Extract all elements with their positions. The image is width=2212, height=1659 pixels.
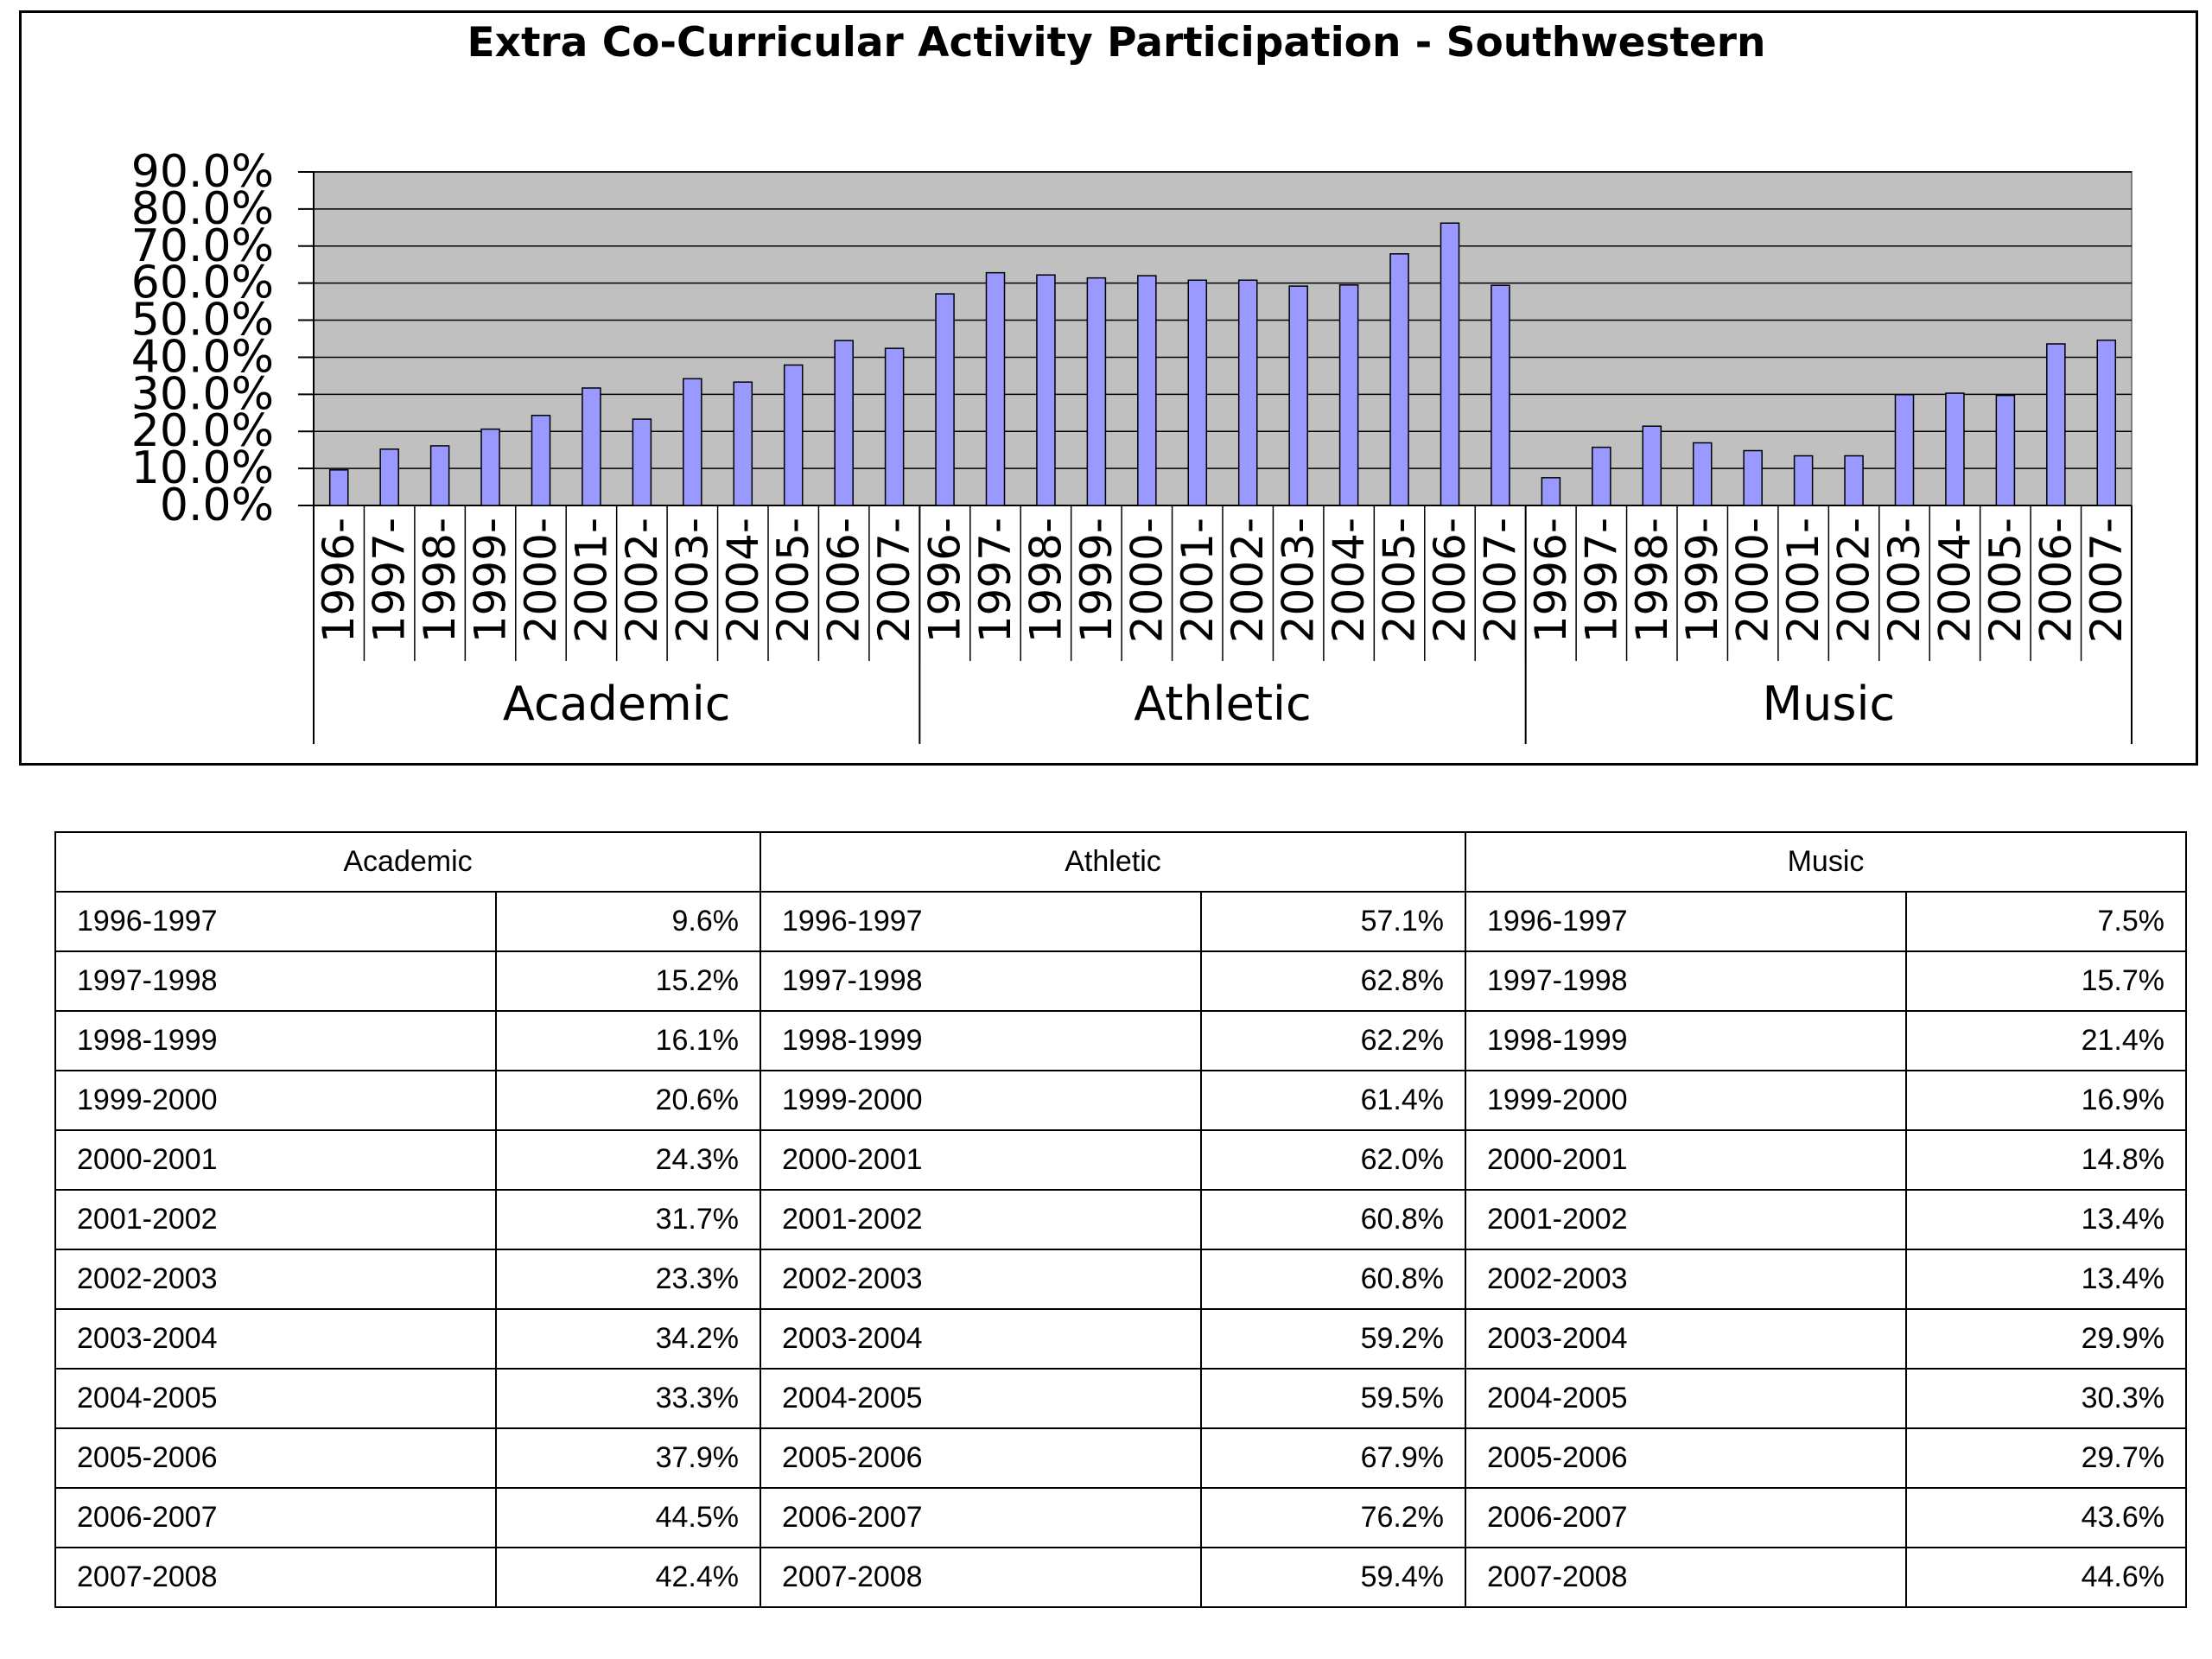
- x-tick-label: 1997-: [1576, 518, 1627, 644]
- table-cell-music-value: 7.5%: [1906, 892, 2186, 951]
- table-cell-academic-year: 2002-2003: [55, 1249, 496, 1309]
- x-tick-label: 1997-: [364, 518, 415, 644]
- bar-academic: [785, 365, 803, 505]
- x-tick-label: 2004-: [1929, 518, 1980, 644]
- bar-music: [1744, 451, 1762, 505]
- table-cell-music-year: 2000-2001: [1465, 1130, 1906, 1190]
- bar-athletic: [986, 273, 1004, 505]
- table-row: [55, 1428, 2186, 1488]
- table-cell-music-value: 44.6%: [1906, 1548, 2186, 1607]
- x-tick-label: 1996-: [919, 518, 970, 644]
- table-body: [55, 892, 2186, 1607]
- table-cell-athletic-year: 1999-2000: [760, 1071, 1201, 1130]
- table-cell-athletic-value: 76.2%: [1201, 1488, 1465, 1548]
- bar-academic: [835, 340, 853, 505]
- bar-music: [1795, 456, 1813, 505]
- x-tick-label: 2000-: [516, 518, 566, 644]
- table-cell-athletic-year: 2007-2008: [760, 1548, 1201, 1607]
- x-tick-label: 1999-: [1071, 518, 1122, 644]
- table-cell-music-value: 13.4%: [1906, 1190, 2186, 1249]
- bar-athletic: [1087, 278, 1105, 505]
- x-tick-label: 2000-: [1122, 518, 1173, 644]
- x-tick-label: 2005-: [1374, 518, 1425, 644]
- x-tick-label: 2007-: [1475, 518, 1526, 644]
- bar-music: [1996, 396, 2014, 505]
- table-cell-music-value: 29.7%: [1906, 1428, 2186, 1488]
- table-cell-academic-value: 42.4%: [496, 1548, 760, 1607]
- x-tick-label: 1999-: [465, 518, 516, 644]
- table-cell-music-year: 2007-2008: [1465, 1548, 1906, 1607]
- x-tick-label: 2001-: [1172, 518, 1223, 644]
- table-cell-athletic-year: 2001-2002: [760, 1190, 1201, 1249]
- table-cell-athletic-value: 59.5%: [1201, 1369, 1465, 1428]
- table-cell-academic-value: 16.1%: [496, 1011, 760, 1071]
- table-cell-academic-year: 2004-2005: [55, 1369, 496, 1428]
- table-row: [55, 1130, 2186, 1190]
- table-cell-academic-value: 9.6%: [496, 892, 760, 951]
- x-tick-label: 2000-: [1727, 517, 1778, 644]
- table-cell-athletic-value: 60.8%: [1201, 1249, 1465, 1309]
- bar-athletic: [1037, 275, 1055, 505]
- x-tick-label: 2002-: [1828, 518, 1879, 644]
- table-cell-music-year: 2005-2006: [1465, 1428, 1906, 1488]
- table-cell-music-year: 2003-2004: [1465, 1309, 1906, 1369]
- table-cell-music-year: 1997-1998: [1465, 951, 1906, 1011]
- table-cell-athletic-year: 2002-2003: [760, 1249, 1201, 1309]
- bar-academic: [330, 470, 348, 505]
- x-tick-label: 1998-: [1020, 518, 1071, 644]
- table-cell-academic-year: 1997-1998: [55, 951, 496, 1011]
- x-tick-label: 1997-: [970, 518, 1020, 644]
- table-cell-academic-year: 1999-2000: [55, 1071, 496, 1130]
- bar-music: [1946, 393, 1964, 505]
- bar-academic: [886, 348, 904, 505]
- y-tick-label: 0.0%: [159, 480, 274, 531]
- x-tick-label: 2003-: [1879, 518, 1929, 644]
- bar-athletic: [936, 294, 954, 505]
- table-cell-academic-year: 2007-2008: [55, 1548, 496, 1607]
- table-cell-music-value: 29.9%: [1906, 1309, 2186, 1369]
- table-cell-athletic-value: 61.4%: [1201, 1071, 1465, 1130]
- bar-chart: [22, 13, 2196, 763]
- x-tick-label: 2005-: [768, 517, 819, 644]
- bar-athletic: [1390, 254, 1408, 505]
- table-cell-athletic-value: 59.4%: [1201, 1548, 1465, 1607]
- bar-athletic: [1340, 285, 1358, 505]
- table-row: [55, 892, 2186, 951]
- table-cell-music-value: 15.7%: [1906, 951, 2186, 1011]
- bar-music: [1541, 478, 1560, 505]
- table-cell-music-year: 1998-1999: [1465, 1011, 1906, 1071]
- bar-academic: [734, 382, 752, 505]
- table-cell-academic-year: 2005-2006: [55, 1428, 496, 1488]
- bar-music: [1845, 456, 1863, 505]
- bar-academic: [431, 446, 449, 505]
- table-header-academic: Academic: [55, 832, 760, 892]
- table-cell-music-value: 43.6%: [1906, 1488, 2186, 1548]
- y-tick-label: 80.0%: [130, 182, 274, 235]
- bar-music: [1694, 443, 1712, 505]
- table-cell-athletic-year: 2003-2004: [760, 1309, 1201, 1369]
- table-row: [55, 1488, 2186, 1548]
- y-tick-label: 30.0%: [130, 368, 274, 421]
- bar-athletic: [1138, 276, 1156, 505]
- table-row: [55, 1548, 2186, 1607]
- bar-academic: [683, 378, 702, 505]
- table-cell-academic-value: 20.6%: [496, 1071, 760, 1130]
- table-cell-academic-value: 24.3%: [496, 1130, 760, 1190]
- table-cell-athletic-year: 2006-2007: [760, 1488, 1201, 1548]
- table-cell-music-year: 2004-2005: [1465, 1369, 1906, 1428]
- y-tick-label: 10.0%: [130, 442, 274, 495]
- x-tick-label: 2004-: [1324, 518, 1375, 644]
- bar-music: [1592, 448, 1611, 505]
- y-tick-label: 60.0%: [130, 257, 274, 309]
- x-tick-label: 2006-: [818, 518, 869, 644]
- table-cell-athletic-value: 62.0%: [1201, 1130, 1465, 1190]
- table-cell-academic-year: 2000-2001: [55, 1130, 496, 1190]
- table-cell-athletic-value: 59.2%: [1201, 1309, 1465, 1369]
- table-cell-academic-value: 44.5%: [496, 1488, 760, 1548]
- table-cell-academic-year: 1996-1997: [55, 892, 496, 951]
- bar-athletic: [1491, 285, 1510, 505]
- table-cell-music-value: 13.4%: [1906, 1249, 2186, 1309]
- table-cell-athletic-year: 2004-2005: [760, 1369, 1201, 1428]
- table-cell-academic-value: 34.2%: [496, 1309, 760, 1369]
- table-cell-academic-value: 33.3%: [496, 1369, 760, 1428]
- y-tick-label: 20.0%: [130, 405, 274, 458]
- table-row: [55, 951, 2186, 1011]
- table-header-music: Music: [1465, 832, 2186, 892]
- table-header-row: [55, 832, 2186, 892]
- table-cell-music-value: 21.4%: [1906, 1011, 2186, 1071]
- table-cell-music-value: 30.3%: [1906, 1369, 2186, 1428]
- bar-music: [2097, 340, 2115, 505]
- table-cell-academic-value: 31.7%: [496, 1190, 760, 1249]
- x-tick-label: 2002-: [1223, 518, 1274, 644]
- x-tick-label: 2007-: [869, 518, 920, 644]
- table-cell-athletic-year: 2005-2006: [760, 1428, 1201, 1488]
- x-tick-label: 2003-: [667, 518, 718, 644]
- table-cell-music-year: 2006-2007: [1465, 1488, 1906, 1548]
- table-cell-academic-year: 2003-2004: [55, 1309, 496, 1369]
- table-cell-music-year: 1996-1997: [1465, 892, 1906, 951]
- table-cell-academic-value: 23.3%: [496, 1249, 760, 1309]
- x-tick-label: 2004-: [717, 518, 768, 644]
- data-table: [54, 831, 2187, 1608]
- table-cell-athletic-year: 2000-2001: [760, 1130, 1201, 1190]
- table-cell-athletic-value: 60.8%: [1201, 1190, 1465, 1249]
- table-cell-academic-value: 15.2%: [496, 951, 760, 1011]
- table-header-athletic: Athletic: [760, 832, 1465, 892]
- table-cell-academic-year: 2001-2002: [55, 1190, 496, 1249]
- x-tick-label: 2006-: [2031, 518, 2082, 644]
- y-tick-label: 90.0%: [130, 146, 274, 198]
- table-row: [55, 1309, 2186, 1369]
- table-row: [55, 1249, 2186, 1309]
- table-cell-athletic-value: 62.8%: [1201, 951, 1465, 1011]
- x-tick-label: 2003-: [1273, 518, 1324, 644]
- table-row: [55, 1011, 2186, 1071]
- bar-athletic: [1188, 280, 1206, 505]
- table-cell-music-year: 2001-2002: [1465, 1190, 1906, 1249]
- bar-athletic: [1289, 286, 1307, 505]
- x-tick-label: 1996-: [314, 518, 365, 644]
- group-label-academic: Academic: [502, 677, 731, 731]
- table-cell-athletic-value: 57.1%: [1201, 892, 1465, 951]
- x-tick-label: 2001-: [1778, 518, 1829, 644]
- table-cell-music-value: 14.8%: [1906, 1130, 2186, 1190]
- table-cell-athletic-year: 1997-1998: [760, 951, 1201, 1011]
- bar-academic: [582, 388, 601, 505]
- table-cell-athletic-year: 1998-1999: [760, 1011, 1201, 1071]
- x-tick-label: 2001-: [566, 518, 617, 644]
- table-cell-music-year: 2002-2003: [1465, 1249, 1906, 1309]
- x-tick-label: 2007-: [2081, 518, 2132, 644]
- group-label-music: Music: [1762, 677, 1896, 731]
- y-tick-label: 50.0%: [130, 294, 274, 346]
- table-cell-athletic-value: 67.9%: [1201, 1428, 1465, 1488]
- table-row: [55, 1071, 2186, 1130]
- bar-music: [1895, 395, 1913, 505]
- y-tick-label: 70.0%: [130, 219, 274, 272]
- table-cell-athletic-year: 1996-1997: [760, 892, 1201, 951]
- bar-academic: [632, 419, 651, 505]
- bar-athletic: [1440, 223, 1459, 505]
- x-tick-label: 1999-: [1677, 518, 1728, 644]
- x-tick-label: 2006-: [1425, 518, 1475, 644]
- x-tick-label: 2005-: [1980, 518, 2031, 644]
- bar-music: [2047, 344, 2065, 505]
- x-tick-label: 1998-: [1626, 518, 1677, 644]
- bar-academic: [380, 449, 398, 505]
- bar-athletic: [1239, 280, 1257, 505]
- x-tick-label: 2002-: [616, 518, 667, 644]
- plot-area: [131, 146, 2132, 744]
- chart-frame: [19, 10, 2198, 766]
- bar-music: [1643, 426, 1661, 505]
- table-cell-academic-year: 2006-2007: [55, 1488, 496, 1548]
- table-row: [55, 1369, 2186, 1428]
- x-tick-label: 1998-: [415, 518, 466, 644]
- x-tick-label: 1996-: [1525, 518, 1576, 644]
- bar-academic: [481, 429, 499, 505]
- bar-academic: [531, 416, 550, 505]
- table-cell-academic-year: 1998-1999: [55, 1011, 496, 1071]
- table-cell-music-year: 1999-2000: [1465, 1071, 1906, 1130]
- table-cell-academic-value: 37.9%: [496, 1428, 760, 1488]
- table-cell-athletic-value: 62.2%: [1201, 1011, 1465, 1071]
- group-label-athletic: Athletic: [1134, 677, 1312, 731]
- chart-title: Extra Co-Curricular Activity Participation - Southwestern: [467, 19, 1766, 67]
- y-tick-label: 40.0%: [130, 331, 274, 384]
- table-row: [55, 1190, 2186, 1249]
- table-cell-music-value: 16.9%: [1906, 1071, 2186, 1130]
